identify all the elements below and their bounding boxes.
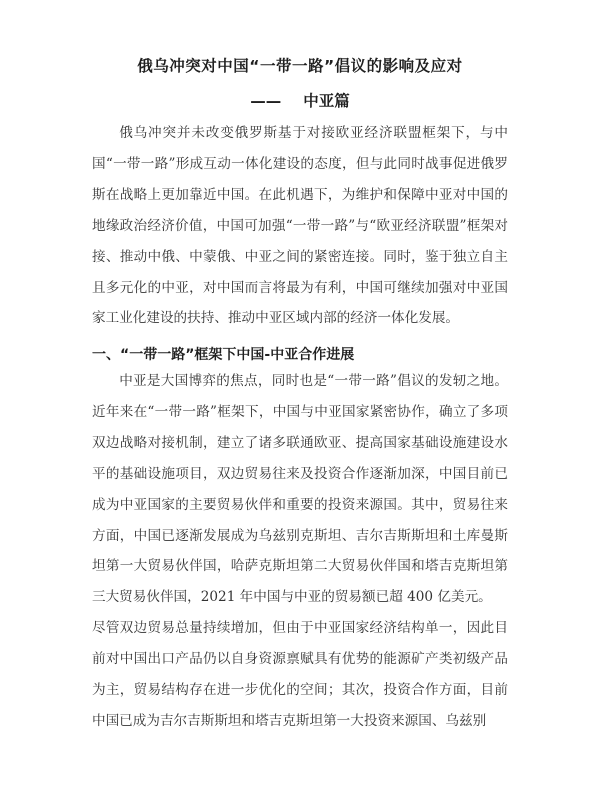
intro-block bbox=[92, 118, 508, 334]
document-title: 俄乌冲突对中国“一带一路”倡议的影响及应对 bbox=[137, 57, 463, 75]
document-subtitle bbox=[0, 89, 600, 111]
subtitle-dash: —— bbox=[250, 92, 282, 110]
intro-paragraph: 俄乌冲突并未改变俄罗斯基于对接欧亚经济联盟框架下，与中国“一带一路”形成互动一体化建设的态度，但与此同时战事促进俄罗斯在战略上更加靠近中国。在此机遇下，为维护和保障中亚对中国的地缘政治经济价值，中国可加强“一带一路”与“欧亚经济联盟”框架对接、推动中俄、中蒙俄、中亚之间的紧密连接。同时，鉴于独立自主且多元化的中亚，对中国而言将最为有利，中国可继续加强对中亚国家工业化建设的扶持、推动中亚区域内部的经济一体化发展。 bbox=[92, 125, 508, 327]
section1-paragraph: 中亚是大国博弈的焦点，同时也是“一带一路”倡议的发轫之地。近年来在“一带一路”框架下，中国与中亚国家紧密协作，确立了多项双边战略对接机制，建立了诸多联通欧亚、提高国家基础设施建设水平的基础设施项目，双边贸易往来及投资合作逐渐加深，中国目前已成为中亚国家的主要贸易伙伴和重要的投资来源国。其中，贸易往来方面，中国已逐渐发展成为乌兹别克斯坦、吉尔吉斯斯坦和土库曼斯坦第一大贸易伙伴国，哈萨克斯坦第二大贸易伙伴国和塔吉克斯坦第三大贸易伙伴国，2021 年中国与中亚的贸易额已超 400 亿美元。 bbox=[92, 373, 508, 606]
subtitle-text: 中亚篇 bbox=[303, 92, 350, 110]
section1-paragraph-continued: 尽管双边贸易总量持续增加，但由于中亚国家经济结构单一，因此目前对中国出口产品仍以自身资源禀赋具有优势的能源矿产类初级产品为主，贸易结构存在进一步优化的空间；其次，投资合作方面，目前中国已成为吉尔吉斯斯坦和塔吉克斯坦第一大投资来源国、乌兹别 bbox=[92, 620, 508, 729]
section1-block bbox=[92, 366, 508, 737]
section-heading-1: 一、“一带一路”框架下中国-中亚合作进展 bbox=[92, 347, 355, 363]
